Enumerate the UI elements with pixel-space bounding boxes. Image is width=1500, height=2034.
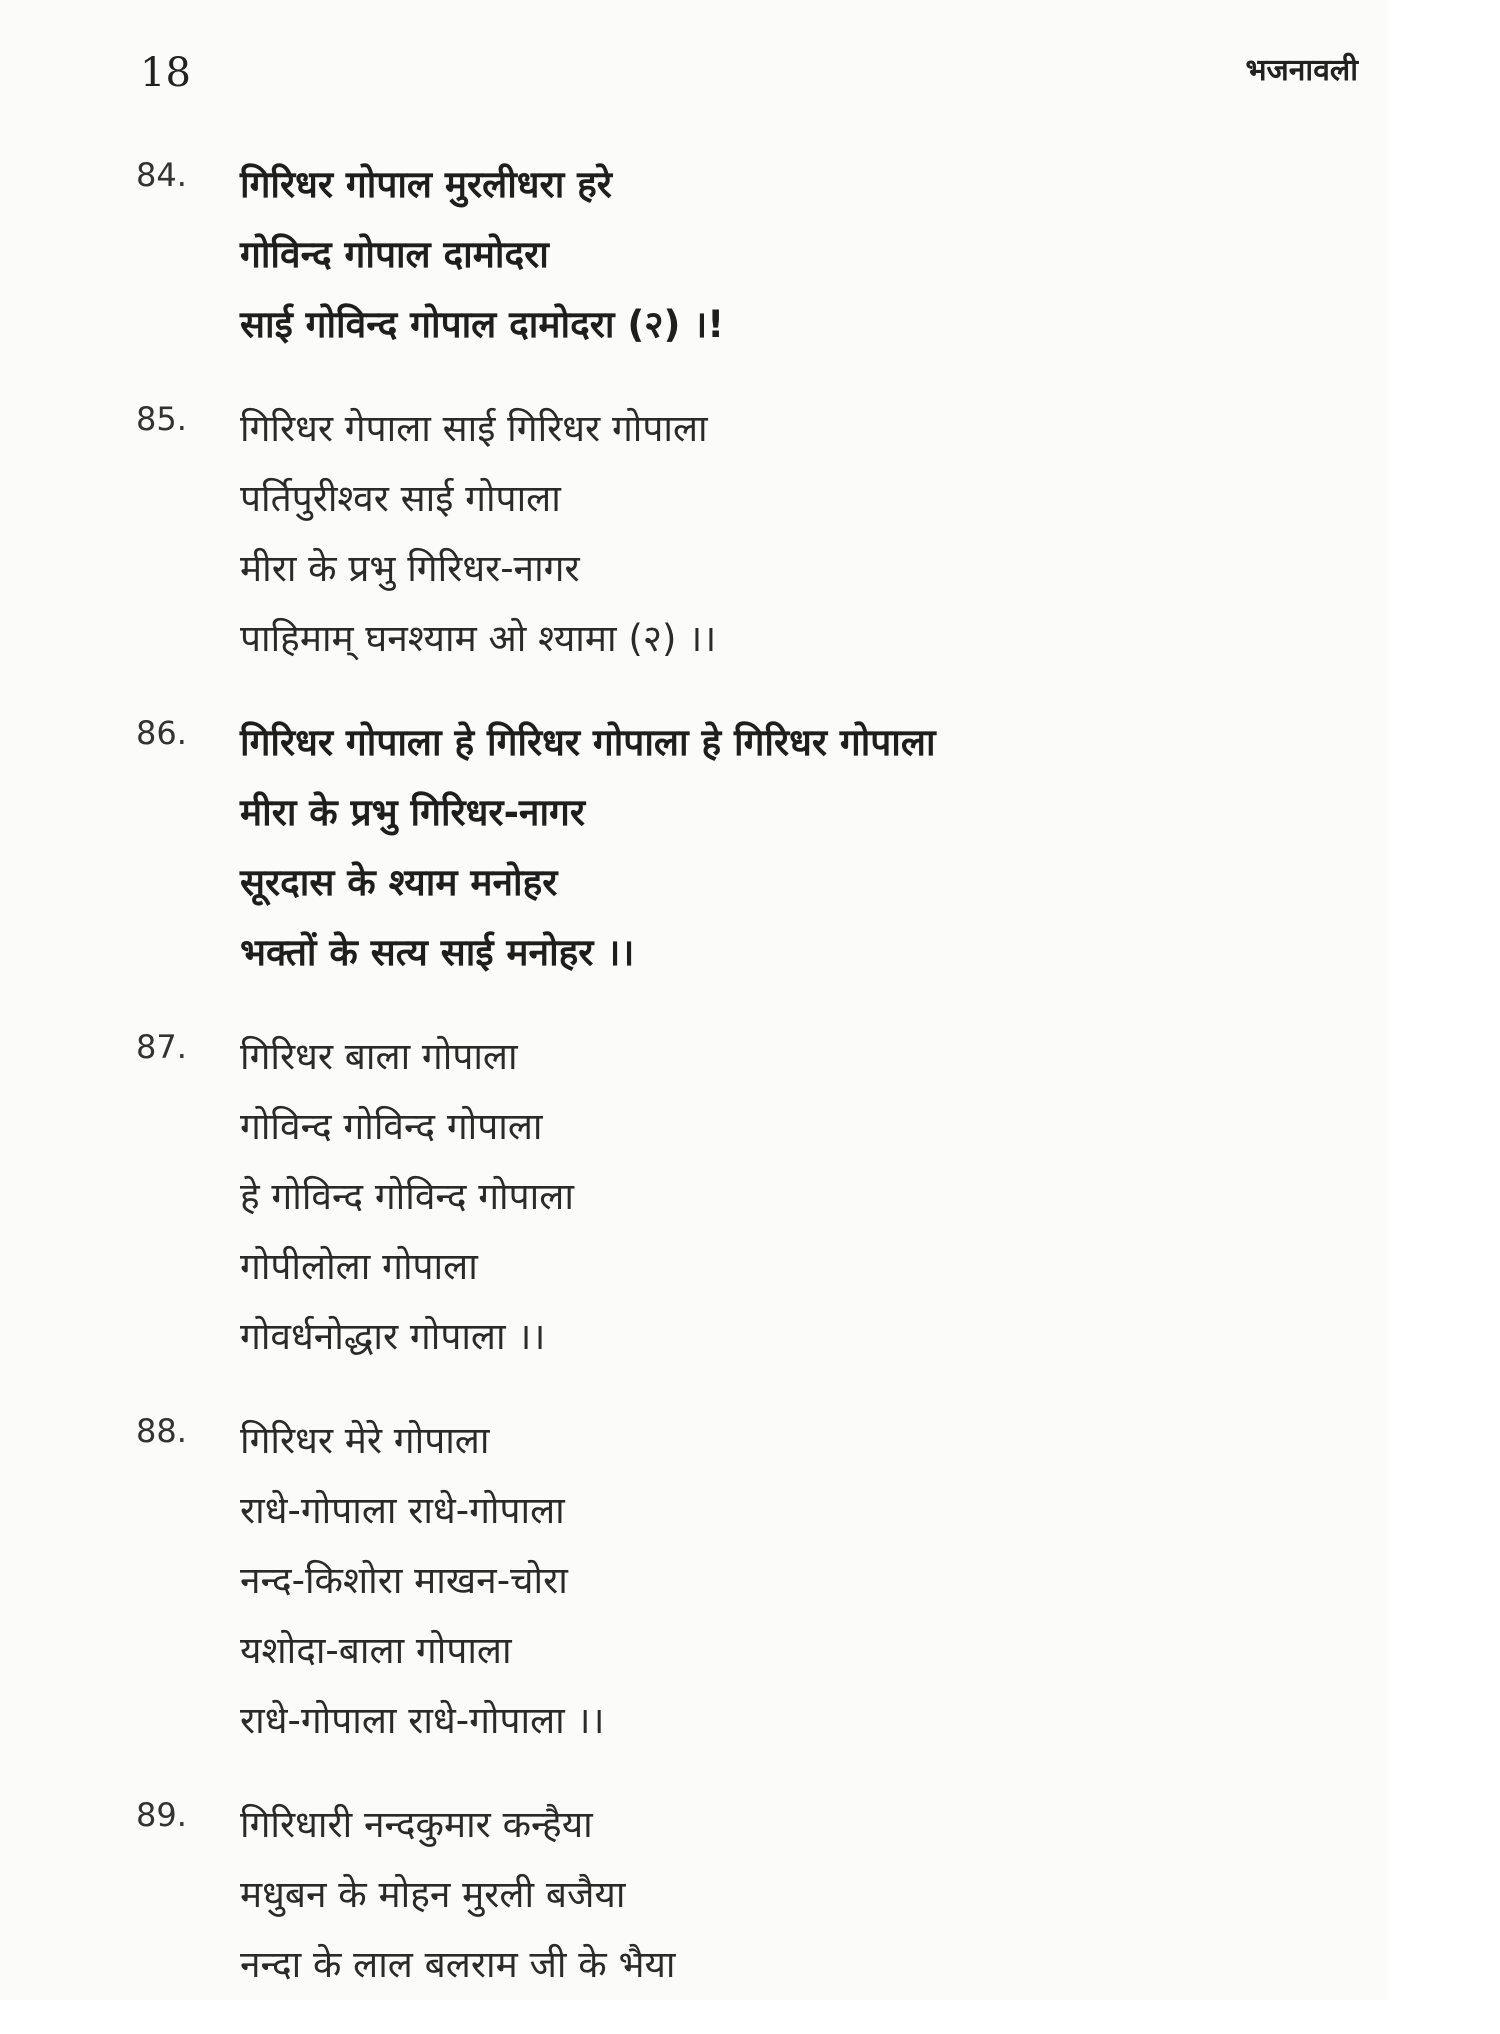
bhajan-line: मीरा के प्रभु गिरिधर-नागर: [240, 547, 580, 590]
bhajan-list: [0, 150, 1388, 2034]
bhajan-line: पाहिमाम् घनश्याम ओ श्यामा (२) ।।: [240, 617, 717, 660]
page-edge: [1388, 0, 1500, 2000]
bhajan-85: [0, 394, 1388, 674]
bhajan-line: साई गोविन्द गोपाल दामोदरा (२) ।!: [240, 303, 725, 346]
bhajan-line: गिरिधर बाला गोपाला: [240, 1035, 518, 1078]
bhajan-87: [0, 1022, 1388, 1372]
bhajan-line: पर्तिपुरीश्वर साई गोपाला: [240, 477, 561, 520]
bhajan-number: 84.: [136, 156, 187, 194]
bhajan-line: गोविन्द गोविन्द गोपाला: [240, 1105, 543, 1148]
bhajan-line: यशोदा-बाला गोपाला: [240, 1629, 512, 1672]
bhajan-line: भक्तों के सत्य साई मनोहर ।।: [240, 931, 635, 974]
bhajan-86: [0, 708, 1388, 988]
bhajan-line: राधे-गोपाला राधे-गोपाला ।।: [240, 1699, 605, 1742]
bhajan-line: राधे-गोपाला राधे-गोपाला: [240, 1489, 565, 1532]
bhajan-number: 87.: [136, 1028, 187, 1066]
bhajan-number: 88.: [136, 1412, 187, 1450]
bhajan-line: गोविन्द गोपाल दामोदरा: [240, 233, 549, 276]
bhajan-line: गिरिधर गेपाला साई गिरिधर गोपाला: [240, 407, 708, 450]
bhajan-88: [0, 1406, 1388, 1756]
bhajan-line: गोपीलोला गोपाला: [240, 1245, 478, 1288]
bhajan-line: नन्द-किशोरा माखन-चोरा: [240, 1559, 568, 1602]
book-title: भजनावली: [1245, 53, 1358, 88]
bhajan-line: सूरदास के श्याम मनोहर: [240, 861, 558, 904]
bhajan-line: गोवर्धनोद्धार गोपाला ।।: [240, 1315, 546, 1358]
bhajan-line: नन्दा के लाल बलराम जी के भैया: [240, 1943, 676, 1986]
bhajan-89: [0, 1790, 1388, 2000]
page-number: 18: [140, 50, 191, 96]
bhajan-line: गिरिधर गोपाल मुरलीधरा हरे: [240, 163, 612, 206]
bhajan-line: गिरिधारी नन्दकुमार कन्हैया: [240, 1803, 593, 1846]
bhajan-line: मीरा के प्रभु गिरिधर-नागर: [240, 791, 586, 834]
bhajan-line: गिरिधर गोपाला हे गिरिधर गोपाला हे गिरिधर गोपाला: [240, 721, 936, 764]
bhajan-number: 86.: [136, 714, 187, 752]
bhajan-number: 89.: [136, 1796, 187, 1834]
bhajan-84: [0, 150, 1388, 360]
bhajan-line: मधुबन के मोहन मुरली बजैया: [240, 1873, 626, 1916]
bhajan-line: हे गोविन्द गोविन्द गोपाला: [240, 1175, 574, 1218]
bhajan-number: 85.: [136, 400, 187, 438]
bhajan-line: गिरिधर मेरे गोपाला: [240, 1419, 490, 1462]
